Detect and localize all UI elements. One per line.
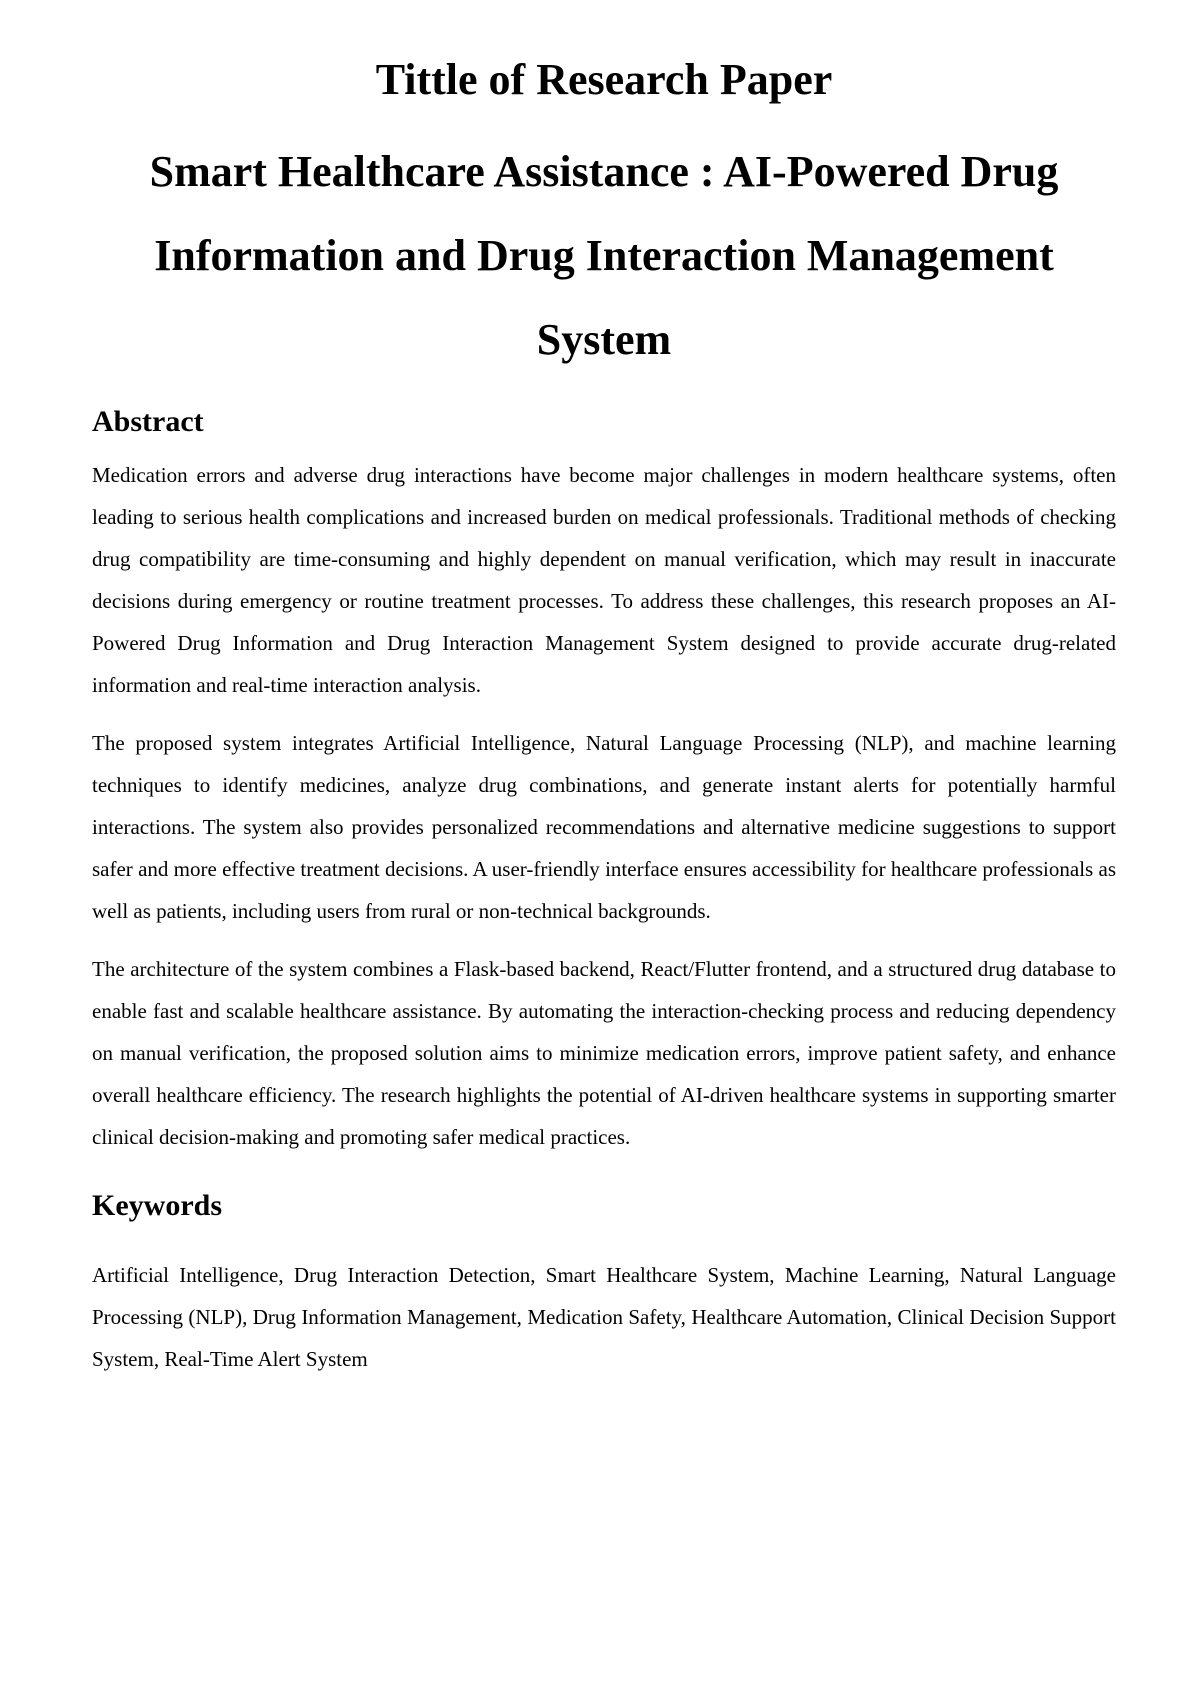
abstract-heading: Abstract: [92, 405, 204, 438]
keywords-section: [92, 1186, 1116, 1380]
keywords-heading: Keywords: [92, 1189, 222, 1222]
abstract-paragraph: Medication errors and adverse drug interactions have become major challenges in modern healthcare systems, often leading to serious health complications and increased burden on medical professionals. Traditional methods of checking drug compatibility are time-consuming and highly dependent on manual verification, which may result in inaccurate decisions during emergency or routine treatment processes. To address these challenges, this research proposes an AI-Powered Drug Information and Drug Interaction Management System designed to provide accurate drug-related information and real-time interaction analysis.: [92, 463, 1116, 697]
abstract-paragraph: The architecture of the system combines a Flask-based backend, React/Flutter frontend, and a structured drug database to enable fast and scalable healthcare assistance. By automating the interaction-checking process and reducing dependency on manual verification, the proposed solution aims to minimize medication errors, improve patient safety, and enhance overall healthcare efficiency. The research highlights the potential of AI-driven healthcare systems in supporting smarter clinical decision-making and promoting safer medical practices.: [92, 957, 1116, 1149]
paper-title: [92, 130, 1116, 382]
abstract-paragraph: The proposed system integrates Artificial Intelligence, Natural Language Processing (NLP), and machine learning techniques to identify medicines, analyze drug combinations, and generate instant alerts for potentially harmful interactions. The system also provides personalized recommendations and alternative medicine suggestions to support safer and more effective treatment decisions. A user-friendly interface ensures accessibility for healthcare professionals as well as patients, including users from rural or non-technical backgrounds.: [92, 731, 1116, 923]
paper-title-line: Information and Drug Interaction Management: [154, 231, 1054, 280]
paper-title-line: Smart Healthcare Assistance : AI-Powered Drug: [149, 147, 1059, 196]
keywords-text: Artificial Intelligence, Drug Interaction Detection, Smart Healthcare System, Machine Learning, Natural Language Processing (NLP), Drug Information Management, Medication Safety, Healthcare Automation, Clinical Decision Support System, Real-Time Alert System: [92, 1263, 1116, 1371]
abstract-section: [92, 402, 1116, 1158]
paper-title-line: System: [536, 315, 672, 364]
page-heading: Tittle of Research Paper: [375, 55, 833, 104]
